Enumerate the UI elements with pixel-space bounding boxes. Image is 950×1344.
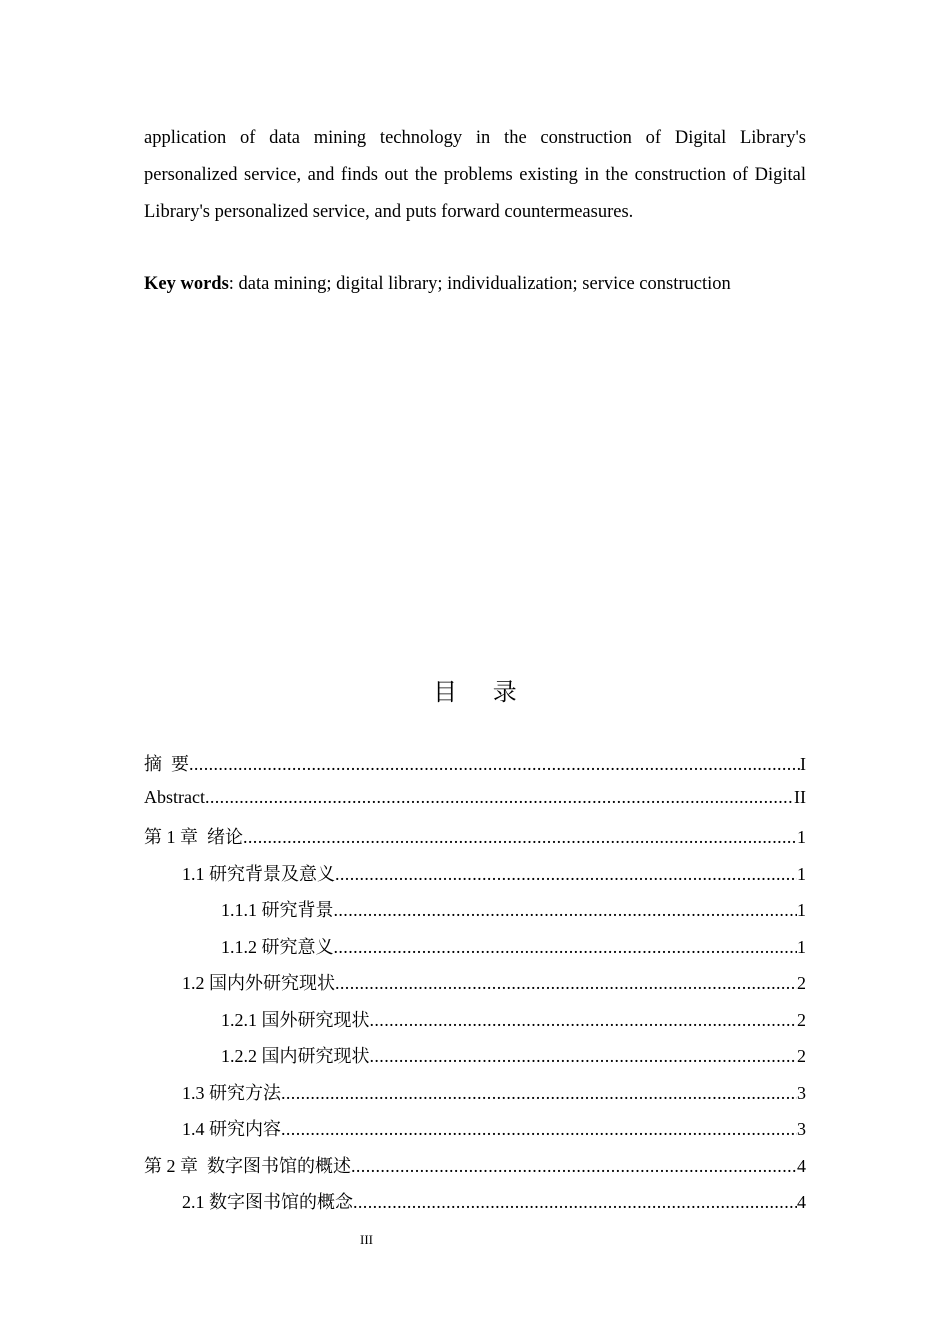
page-number: III — [360, 1232, 373, 1247]
toc-entry-label: 1.1.1 研究背景 — [221, 900, 334, 920]
toc-leader-dots — [281, 1083, 797, 1104]
toc-leader-dots — [353, 1192, 797, 1213]
toc-entry-chapter-2[interactable] — [144, 1152, 806, 1189]
toc-leader-dots — [334, 937, 798, 958]
toc-entry-page: 3 — [797, 1082, 806, 1103]
toc-entry-1-4[interactable] — [144, 1115, 806, 1152]
toc-entry-1-2-1[interactable] — [144, 1006, 806, 1043]
toc-entry-1-1-1[interactable] — [144, 896, 806, 933]
toc-entry-page: 1 — [797, 827, 806, 847]
toc-entry-abstract-cn[interactable] — [144, 750, 806, 787]
toc-leader-dots — [189, 754, 800, 775]
toc-entry-1-3[interactable] — [144, 1079, 806, 1116]
toc-entry-2-1[interactable] — [144, 1188, 806, 1225]
toc-entry-label: 1.3 研究方法 — [182, 1082, 281, 1103]
toc-entry-chapter-1[interactable] — [144, 823, 806, 860]
toc-entry-page: 1 — [797, 863, 806, 884]
toc-entry-1-1[interactable] — [144, 860, 806, 897]
toc-entry-label: 第 1 章 绪论 — [144, 827, 243, 847]
toc-leader-dots — [335, 973, 797, 994]
table-of-contents — [144, 750, 806, 1225]
toc-entry-page: II — [794, 786, 806, 807]
toc-entry-page: 4 — [797, 1192, 806, 1212]
keywords-line — [144, 266, 806, 303]
toc-entry-1-2-2[interactable] — [144, 1042, 806, 1079]
toc-entry-label: 1.1 研究背景及意义 — [182, 863, 335, 884]
toc-leader-dots — [370, 1010, 798, 1031]
toc-entry-page: 1 — [797, 900, 806, 920]
toc-entry-page: 4 — [797, 1155, 806, 1176]
toc-entry-abstract-en[interactable] — [144, 787, 806, 824]
toc-entry-label: 1.2.2 国内研究现状 — [221, 1046, 370, 1066]
toc-entry-label: 2.1 数字图书馆的概念 — [182, 1192, 353, 1212]
toc-entry-page: 1 — [797, 936, 806, 957]
toc-entry-1-2[interactable] — [144, 969, 806, 1006]
toc-entry-page: 3 — [797, 1119, 806, 1139]
toc-leader-dots — [370, 1046, 798, 1067]
keywords-text: : data mining; digital library; individualization; service construction — [228, 274, 731, 294]
toc-leader-dots — [243, 827, 797, 848]
toc-entry-label: 1.2.1 国外研究现状 — [221, 1009, 370, 1030]
toc-entry-label: 第 2 章 数字图书馆的概述 — [144, 1155, 351, 1176]
toc-entry-label: 摘 要 — [144, 754, 189, 774]
toc-entry-label: 1.2 国内外研究现状 — [182, 973, 335, 993]
toc-leader-dots — [335, 864, 797, 885]
toc-entry-label: Abstract — [144, 786, 205, 807]
toc-entry-label: 1.4 研究内容 — [182, 1119, 281, 1139]
toc-entry-page: 2 — [797, 1009, 806, 1030]
toc-entry-label: 1.1.2 研究意义 — [221, 936, 334, 957]
toc-entry-page: I — [800, 754, 806, 774]
keywords-label: Key words — [144, 274, 229, 294]
toc-entry-1-1-2[interactable] — [144, 933, 806, 970]
toc-entry-page: 2 — [797, 973, 806, 993]
toc-leader-dots — [334, 900, 798, 921]
toc-leader-dots — [281, 1119, 797, 1140]
toc-entry-page: 2 — [797, 1046, 806, 1066]
toc-leader-dots — [205, 787, 794, 808]
abstract-continuation-paragraph: application of data mining technology in the construction of Digital Library's personalized service, and finds out the problems existing in the construction of Digital Library's personalized service, and puts forward countermeasures. — [144, 128, 806, 222]
toc-title: 目 录 — [433, 678, 531, 706]
toc-leader-dots — [351, 1156, 797, 1177]
